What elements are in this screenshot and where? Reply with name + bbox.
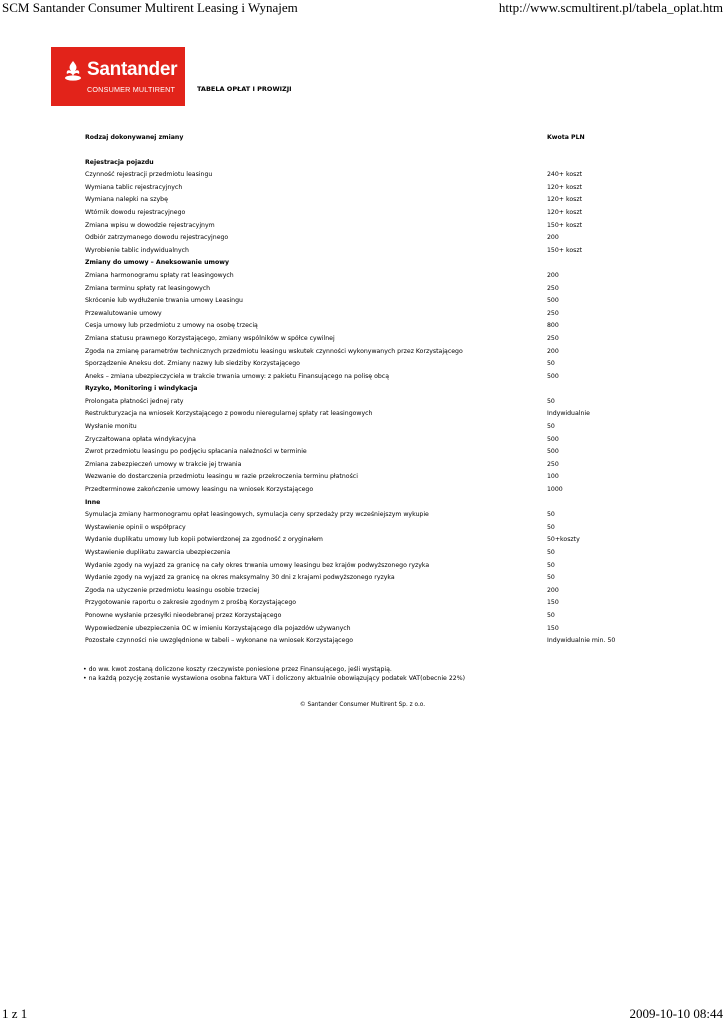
row-label: Zryczałtowana opłata windykacyjna: [85, 435, 196, 443]
print-header-url[interactable]: http://www.scmultirent.pl/tabela_oplat.htm: [498, 0, 723, 15]
row-label: Wydanie zgody na wyjazd za granicę na okres maksymalny 30 dni z krajami podwyższonego ryzyka: [85, 574, 395, 582]
row-amount: 150: [547, 599, 559, 607]
row-amount: 250: [547, 334, 559, 342]
row-amount: 500: [547, 372, 559, 380]
row-label: Przygotowanie raportu o zakresie zgodnym z prośbą Korzystającego: [85, 599, 297, 607]
print-footer: [0, 1006, 725, 1024]
section-title: Zmiany do umowy – Aneksowanie umowy: [85, 259, 229, 267]
flame-icon: [63, 60, 83, 82]
table-row: [85, 358, 645, 371]
table-row: [85, 484, 645, 497]
row-label: Wtórnik dowodu rejestracyjnego: [85, 208, 186, 216]
row-amount: 120+ koszt: [547, 208, 583, 216]
table-header-row: [85, 132, 645, 145]
row-label: Pozostałe czynności nie uwzględnione w tabeli – wykonane na wniosek Korzystającego: [85, 637, 354, 645]
row-amount: 500: [547, 297, 559, 305]
row-label: Czynność rejestracji przedmiotu leasingu: [85, 171, 213, 179]
notes: [83, 666, 465, 683]
row-amount: 250: [547, 460, 559, 468]
row-amount: 500: [547, 448, 559, 456]
table-row: [85, 534, 645, 547]
row-label: Wystawienie duplikatu zawarcia ubezpieczenia: [85, 549, 231, 556]
row-amount: 50: [547, 511, 555, 519]
table-row: [85, 421, 645, 434]
section-header: [85, 257, 645, 270]
logo-subtitle: CONSUMER MULTIRENT: [87, 85, 176, 94]
table-row: [85, 471, 645, 484]
row-amount: 250: [547, 309, 559, 317]
table-row: [85, 320, 645, 333]
row-label: Wymiana tablic rejestracyjnych: [85, 183, 183, 191]
section-title: Rejestracja pojazdu: [85, 158, 154, 166]
copyright: © Santander Consumer Multirent Sp. z o.o.: [299, 702, 426, 708]
section-header: [85, 157, 645, 170]
section-header: [85, 497, 645, 510]
table-row: [85, 446, 645, 459]
table-row: [85, 522, 645, 535]
table-row: [85, 333, 645, 346]
row-label: Zmiana zabezpieczeń umowy w trakcie jej trwania: [85, 460, 242, 468]
table-row: [85, 560, 645, 573]
row-amount: 50: [547, 611, 555, 619]
row-label: Zmiana wpisu w dowodzie rejestracyjnym: [85, 221, 215, 229]
row-label: Aneks – zmiana ubezpieczyciela w trakcie trwania umowy: z pakietu Finansującego na polisę obcą: [85, 372, 389, 380]
logo-name: Santander: [87, 59, 178, 80]
row-label: Wysłanie monitu: [85, 423, 137, 431]
row-amount: 50: [547, 423, 555, 431]
table-row: [85, 408, 645, 421]
print-footer-page: 1 z 1: [2, 1006, 28, 1021]
row-amount: 240+ koszt: [547, 171, 583, 179]
table-row: [85, 572, 645, 585]
table-row: [85, 459, 645, 472]
row-amount: 150+ koszt: [547, 221, 583, 229]
row-label: Cesja umowy lub przedmiotu z umowy na osobę trzecią: [85, 322, 258, 330]
table-row: [85, 509, 645, 522]
row-label: Zmiana statusu prawnego Korzystającego, zmiany wspólników w spółce cywilnej: [85, 334, 335, 342]
row-amount: 150+ koszt: [547, 246, 583, 254]
row-amount: 200: [547, 347, 559, 355]
row-amount: 50+koszty: [547, 536, 580, 544]
row-amount: 1000: [547, 486, 563, 494]
table-row: [85, 597, 645, 610]
row-label: Wyrobienie tablic indywidualnych: [85, 246, 189, 254]
row-amount: 100: [547, 473, 559, 481]
table-row: [85, 346, 645, 359]
row-label: Prolongata płatności jednej raty: [85, 397, 184, 405]
table-row: [85, 207, 645, 220]
row-amount: 120+ koszt: [547, 196, 583, 204]
row-label: Zmiana terminu spłaty rat leasingowych: [85, 284, 211, 292]
note-vat: • na każdą pozycję zostanie wystawiona osobna faktura VAT i doliczony aktualnie obowiązujący podatek VAT(obecnie 22%): [83, 674, 466, 682]
column-header-change-type: Rodzaj dokonywanej zmiany: [85, 134, 184, 141]
row-label: Zmiana harmonogramu spłaty rat leasingowych: [85, 271, 234, 279]
table-row: [85, 610, 645, 623]
row-amount: 50: [547, 574, 555, 582]
row-label: Restrukturyzacja na wniosek Korzystającego z powodu nieregularnej spłaty rat leasingowych: [85, 410, 373, 418]
table-row: [85, 169, 645, 182]
section-title: Inne: [85, 498, 101, 506]
row-amount: 800: [547, 322, 559, 330]
row-label: Skrócenie lub wydłużenie trwania umowy Leasingu: [85, 297, 243, 305]
table-row: [85, 295, 645, 308]
row-label: Wydanie duplikatu umowy lub kopii potwierdzonej za zgodność z oryginałem: [85, 536, 323, 544]
santander-logo[interactable]: [51, 47, 185, 106]
row-label: Zwrot przedmiotu leasingu po podjęciu spłacania należności w terminie: [85, 448, 307, 456]
page-title: TABELA OPŁAT I PROWIZJI: [197, 85, 292, 93]
row-amount: 50: [547, 360, 555, 368]
row-label: Odbiór zatrzymanego dowodu rejestracyjnego: [85, 234, 229, 242]
section-header: [85, 383, 645, 396]
row-label: Wymiana nalepki na szybę: [85, 196, 168, 204]
table-row: [85, 283, 645, 296]
row-label: Wydanie zgody na wyjazd za granicę na cały okres trwania umowy leasingu bez krajów podwyższonego ryzyka: [85, 561, 430, 569]
row-label: Przedterminowe zakończenie umowy leasingu na wniosek Korzystającego: [85, 486, 314, 494]
row-label: Wezwanie do dostarczenia przedmiotu leasingu w razie przekroczenia terminu płatności: [85, 473, 358, 481]
row-amount: 50: [547, 397, 555, 405]
table-row: [85, 371, 645, 384]
row-label: Sporządzenie Aneksu dot. Zmiany nazwy lub siedziby Korzystającego: [85, 360, 300, 368]
print-header: [0, 0, 725, 18]
table-row: [85, 270, 645, 283]
table-row: [85, 232, 645, 245]
row-label: Symulacja zmiany harmonogramu opłat leasingowych, symulacja ceny sprzedaży przy wcześniejszym wykupie: [85, 511, 429, 519]
row-label: Zgoda na zmianę parametrów technicznych przedmiotu leasingu wskutek czynności wykonywanych przez Korzystającego: [85, 347, 463, 355]
table-row: [85, 182, 645, 195]
print-footer-datetime: 2009-10-10 08:44: [629, 1006, 723, 1021]
note-costs: • do ww. kwot zostaną doliczone koszty rzeczywiste poniesione przez Finansującego, jeśli wystąpią.: [83, 666, 392, 673]
row-amount: 200: [547, 586, 559, 594]
row-amount: 250: [547, 284, 559, 292]
table-row: [85, 434, 645, 447]
table-row: [85, 396, 645, 409]
table-row: [85, 635, 645, 648]
row-label: Zgoda na użyczenie przedmiotu leasingu osobie trzeciej: [85, 586, 260, 594]
row-amount: 200: [547, 234, 559, 242]
row-label: Ponowne wysłanie przesyłki nieodebranej przez Korzystającego: [85, 611, 282, 619]
table-row: [85, 547, 645, 560]
print-header-title: SCM Santander Consumer Multirent Leasing i Wynajem: [2, 0, 298, 15]
table-row: [85, 623, 645, 636]
fee-table: [85, 132, 645, 648]
row-amount: 50: [547, 561, 555, 569]
table-row: [85, 220, 645, 233]
section-title: Ryzyko, Monitoring i windykacja: [85, 385, 198, 393]
row-amount: Indywidualnie: [547, 410, 590, 418]
row-amount: 500: [547, 435, 559, 443]
row-label: Wypowiedzenie ubezpieczenia OC w imieniu Korzystającego dla pojazdów używanych: [85, 624, 351, 632]
table-row: [85, 585, 645, 598]
row-amount: 50: [547, 549, 555, 556]
row-amount: Indywidualnie min. 50: [547, 637, 616, 645]
table-row: [85, 308, 645, 321]
table-row: [85, 194, 645, 207]
row-label: Przewalutowanie umowy: [85, 309, 162, 317]
row-amount: 200: [547, 271, 559, 279]
row-label: Wystawienie opinii o współpracy: [85, 523, 186, 531]
row-amount: 150: [547, 624, 559, 632]
row-amount: 120+ koszt: [547, 183, 583, 191]
row-amount: 50: [547, 523, 555, 531]
column-header-amount: Kwota PLN: [547, 134, 585, 141]
table-row: [85, 245, 645, 258]
